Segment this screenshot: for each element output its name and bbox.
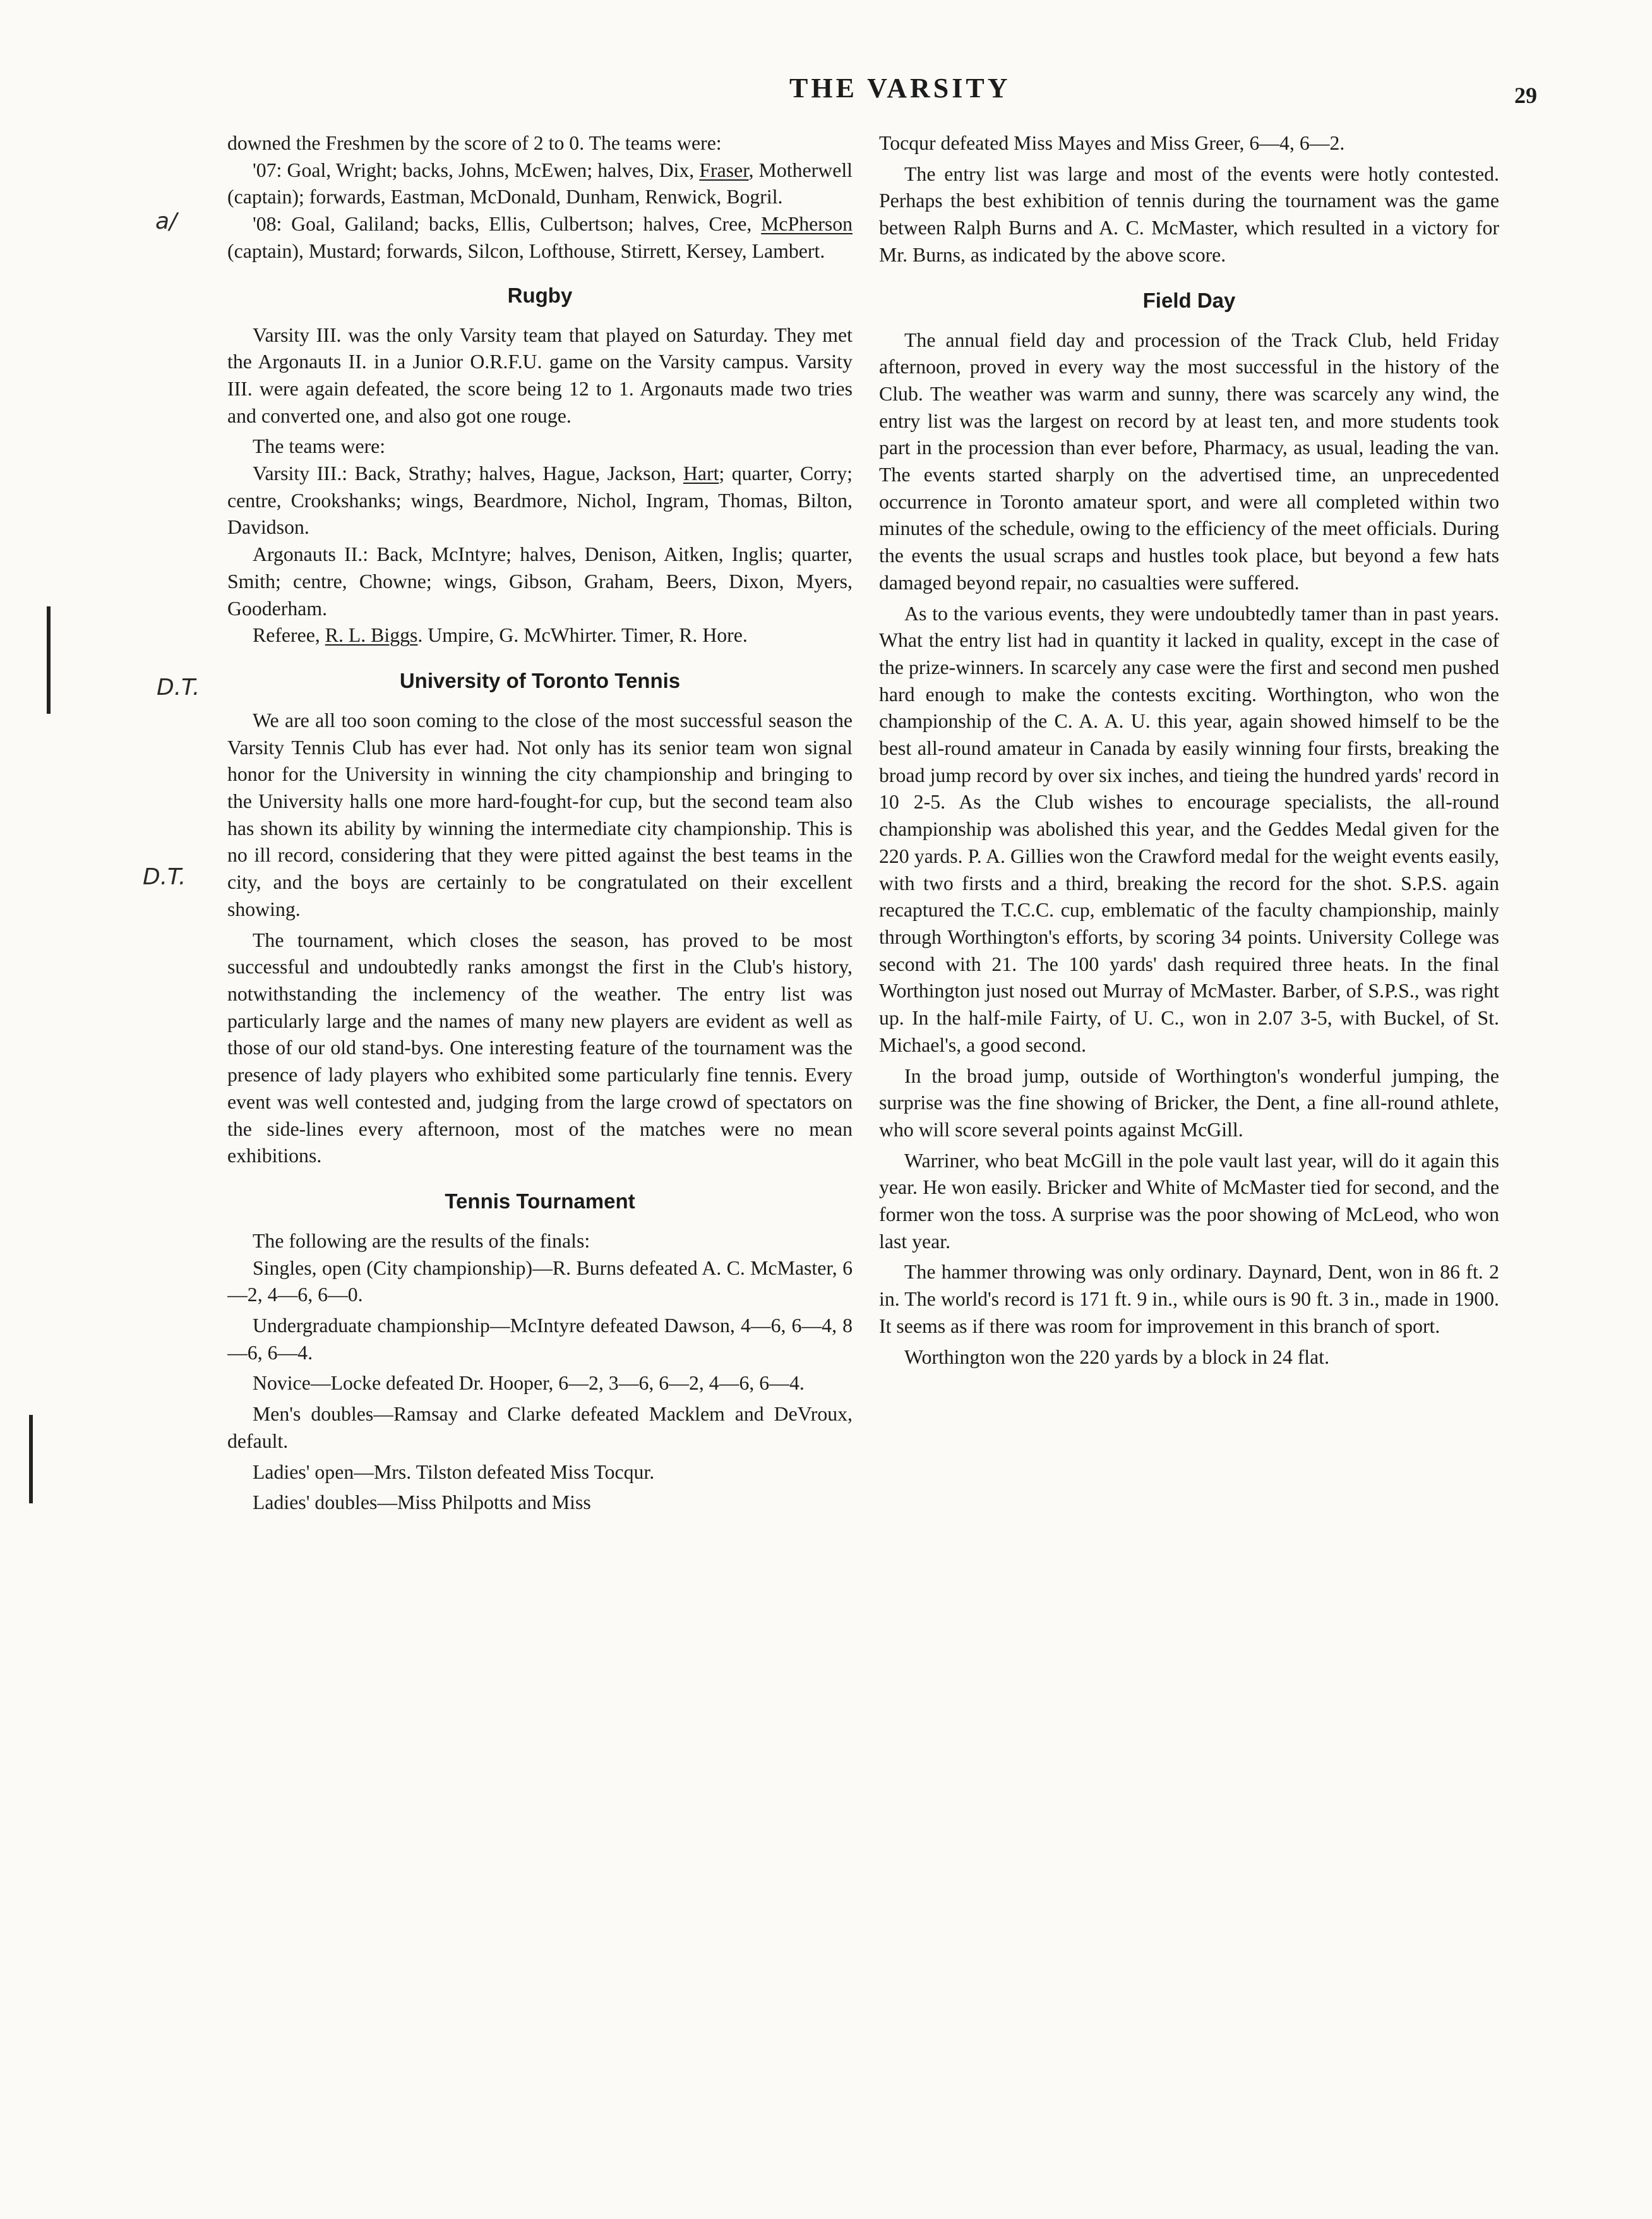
team-08-lineup: '08: Goal, Galiland; backs, Ellis, Culbertson; halves, Cree, McPherson (captain), Mustard; forwards, Silcon, Lofthouse, Stirrett, Kersey, Lambert. (227, 213, 853, 262)
right-column (879, 130, 1499, 2151)
result-line: Men's doubles—Ramsay and Clarke defeated Macklem and DeVroux, default. (227, 1403, 853, 1452)
result-line: Novice—Locke defeated Dr. Hooper, 6—2, 3—6, 6—2, 4—6, 6—4. (253, 1372, 805, 1395)
underlined-name: R. L. Biggs (325, 624, 418, 647)
tennis-season-paragraph: We are all too soon coming to the close of the most successful season the Varsity Tennis Club has ever had. Not only has its senior team won signal honor for the University in winning the city championship and bringing to the University halls one more hard-fought-for cup, but the second team also has shown its ability by winning the intermediate city championship. This is no ill record, considering that they were pitted against the best teams in the city, and the boys are certainly to be congratulated on their excellent showing. (227, 709, 853, 920)
result-line: The following are the results of the finals: (253, 1229, 590, 1252)
soccer-intro: downed the Freshmen by the score of 2 to 0. The teams were: (227, 132, 722, 154)
left-column (227, 130, 853, 2151)
page-number: 29 (1514, 83, 1537, 108)
tennis-heading: University of Toronto Tennis (399, 668, 681, 692)
underlined-name: Fraser (699, 159, 749, 181)
team-07-lineup: '07: Goal, Wright; backs, Johns, McEwen; halves, Dix, Fraser, Motherwell (captain); forwards, Eastman, McDonald, Dunham, Renwick, Bogril. (227, 159, 853, 208)
rugby-teams-intro: The teams were: (253, 435, 386, 458)
field-day-paragraph: The hammer throwing was only ordinary. Daynard, Dent, won in 86 ft. 2 in. The world's record is 171 ft. 9 in., while ours is 90 ft. 3 in., made in 1900. It seems as if there was room for improvement in this branch of sport. (879, 1261, 1499, 1337)
field-day-paragraph: As to the various events, they were undoubtedly tamer than in past years. What the entry list had in quantity it lacked in quality, except in the case of the prize-winners. In scarcely any case were the first and second men pushed hard enough to make the contests exciting. Worthington, who won the championship of the C. A. A. U. this year, again showed himself to be the best all-round amateur in Canada by easily winning four firsts, breaking the broad jump record by over six inches, and tieing the hundred yards' record in 10 2-5. As the Club wishes to encourage specialists, the all-round championship was abolished this year, and the Geddes Medal given for the 220 yards. P. A. Gillies won the Crawford medal for the weight events easily, with two firsts and a third, breaking the record for the shot. S.P.S. again recaptured the T.C.C. cup, emblematic of the faculty championship, mainly through Worthington's efforts, by scoring 34 points. University College was second with 21. The 100 yards' dash required three heats. In the final Worthington just nosed out Murray of McMaster. Barber, of S.P.S., was right up. In the half-mile Fairty, of U. C., won in 2.07 3-5, with Buckel, of St. Michael's, a good second. (879, 602, 1499, 1056)
result-line: Ladies' doubles—Miss Philpotts and Miss (253, 1491, 591, 1514)
margin-note-2: D.T. (157, 675, 200, 701)
field-day-paragraph: In the broad jump, outside of Worthington's wonderful jumping, the surprise was the fine showing of Bricker, the Dent, a fine all-round athlete, who will score several points against McGill. (879, 1064, 1499, 1141)
margin-bar-1 (47, 606, 51, 714)
tournament-continued: Tocqur defeated Miss Mayes and Miss Greer, 6—4, 6—2. (879, 132, 1345, 154)
margin-note-3: D.T. (143, 864, 186, 890)
varsity-lineup: Varsity III.: Back, Strathy; halves, Hague, Jackson, Hart; quarter, Corry; centre, Crookshanks; wings, Beardmore, Nichol, Ingram, Thomas, Bilton, Davidson. (227, 462, 853, 539)
field-day-heading: Field Day (1142, 288, 1236, 312)
rugby-report: Varsity III. was the only Varsity team that played on Saturday. They met the Argonauts II. in a Junior O.R.F.U. game on the Varsity campus. Varsity III. were again defeated, the score being 12 to 1. Argonauts made two tries and converted one, and also got one rouge. (227, 323, 853, 427)
rugby-heading: Rugby (507, 283, 573, 307)
running-title: THE VARSITY (789, 73, 1011, 104)
margin-bar-2 (29, 1415, 33, 1503)
field-day-paragraph: Worthington won the 220 yards by a block in 24 flat. (904, 1345, 1330, 1368)
result-line: Ladies' open—Mrs. Tilston defeated Miss Tocqur. (253, 1460, 655, 1483)
tournament-heading: Tennis Tournament (445, 1189, 635, 1213)
field-day-paragraph: The annual field day and procession of the Track Club, held Friday afternoon, proved in every way the most successful in the history of the Club. The weather was warm and sunny, there was scarcely any wind, the entry list was the largest on record by at least ten, and more students took part in the procession than ever before, Pharmacy, as usual, leading the van. The events started sharply on the advertised time, an unprecedented occurrence in Toronto amateur sport, and were all completed within two minutes of the schedule, owing to the efficiency of the meet officials. During the events the usual scraps and hustles took place, but beyond a few hats damaged beyond repair, no casualties were suffered. (879, 328, 1499, 594)
tournament-summary: The entry list was large and most of the events were hotly contested. Perhaps the best exhibition of tennis during the tournament was the game between Ralph Burns and A. C. McMaster, which resulted in a victory for Mr. Burns, as indicated by the above score. (879, 162, 1499, 266)
result-line: Undergraduate championship—McIntyre defeated Dawson, 4—6, 6—4, 8—6, 6—4. (227, 1314, 853, 1364)
page-header (0, 68, 1652, 112)
underlined-name: Hart (683, 462, 719, 485)
margin-note-1: a/ (155, 208, 177, 234)
underlined-name: McPherson (761, 213, 853, 236)
argonauts-lineup: Argonauts II.: Back, McIntyre; halves, Denison, Aitken, Inglis; quarter, Smith; centre, Chowne; wings, Gibson, Graham, Beers, Dixon, Myers, Gooderham. (227, 543, 853, 620)
field-day-paragraph: Warriner, who beat McGill in the pole vault last year, will do it again this year. He won easily. Bricker and White of McMaster tied for second, and the former won the toss. A surprise was the poor showing of McLeod, who won last year. (879, 1149, 1499, 1253)
rugby-officials: Referee, R. L. Biggs. Umpire, G. McWhirter. Timer, R. Hore. (253, 624, 748, 647)
result-line: Singles, open (City championship)—R. Burns defeated A. C. McMaster, 6—2, 4—6, 6—0. (227, 1256, 853, 1306)
tennis-tournament-paragraph: The tournament, which closes the season, has proved to be most successful and undoubtedly ranks amongst the first in the Club's history, notwithstanding the inclemency of the weather. The entry list was particularly large and the names of many new players are evident as well as those of our old stand-bys. One interesting feature of the tournament was the presence of lady players who exhibited some particularly fine tennis. Every event was well contested and, judging from the large crowd of spectators on the side-lines every afternoon, most of the matches were no mean exhibitions. (227, 929, 853, 1167)
